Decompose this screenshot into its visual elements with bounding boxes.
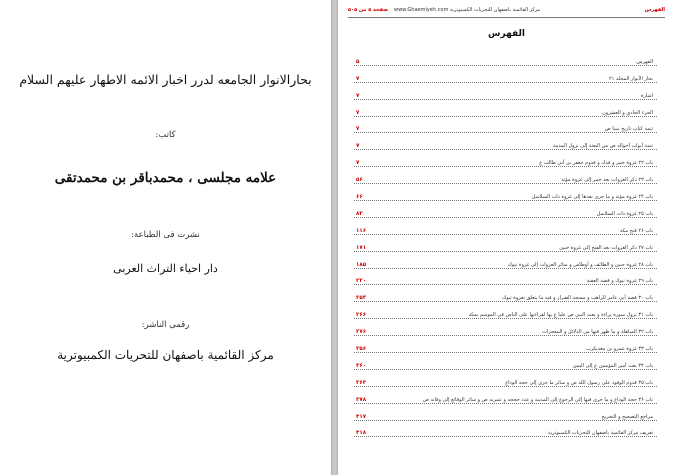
- toc-page-number[interactable]: ۴۱۸: [356, 430, 367, 437]
- toc-dotted-leader: [354, 268, 657, 269]
- toc-entry-title[interactable]: باب ۳۳ غزوة عمرو بن معديكرب: [586, 346, 653, 353]
- toc-entry[interactable]: [354, 119, 657, 136]
- toc-entry-title[interactable]: باب ۲۷ ذكر الغزوات بعد الفتح إلى غزوة حنين: [559, 244, 653, 251]
- published-label: نشرت فی الطباعة:: [131, 230, 200, 240]
- toc-page-number[interactable]: ۵: [356, 58, 360, 65]
- digital-publisher-name: مرکز القائمیة باصفهان للتحریات الکمبیوتریة: [57, 348, 274, 362]
- toc-dotted-leader: [354, 116, 657, 117]
- index-page: [338, 0, 675, 475]
- toc-dotted-leader: [354, 166, 657, 167]
- toc-page-number[interactable]: ۴۱۷: [356, 413, 367, 420]
- toc-dotted-leader: [354, 403, 657, 404]
- toc-dotted-leader: [354, 352, 657, 353]
- toc-dotted-leader: [354, 284, 657, 285]
- section-label: الفهرس: [644, 7, 665, 13]
- toc-entry-title[interactable]: باب ۳۱ نزول سورة براءة و بعث النبي ص عليا ع بها لقراءتها على الناس في الموسم بمكة: [468, 312, 653, 319]
- toc-page-number[interactable]: ۲۲۰: [356, 278, 367, 285]
- toc-entry-title[interactable]: باب ۲۴ غزوة مؤتة و ما جرى بعدها إلى غزوة ذات السلاسل: [531, 194, 653, 201]
- toc-entry-title[interactable]: باب ۳۲ المباهلة و ما ظهر فيها من الدلائل و المعجزات: [542, 329, 653, 336]
- toc-entry[interactable]: [354, 203, 657, 220]
- toc-entry[interactable]: [354, 287, 657, 304]
- toc-entry-title[interactable]: تتمة كتاب تاريخ نبينا ص: [604, 126, 653, 133]
- toc-entry-title[interactable]: باب ۳۴ بعث أمير المؤمنين ع إلى اليمن: [572, 362, 653, 369]
- toc-entry[interactable]: [354, 102, 657, 119]
- toc-page-number[interactable]: ۳۵۶: [356, 346, 367, 353]
- toc-entry-title[interactable]: تعريف مركز القائمية باصفهان للتحريات الكمبيوترية: [548, 430, 653, 437]
- toc-page-number[interactable]: ۳۶۳: [356, 379, 367, 386]
- toc-page-number[interactable]: ۲۶۶: [356, 312, 367, 319]
- toc-page-number[interactable]: ۷: [356, 126, 360, 133]
- toc-page-number[interactable]: ۷: [356, 160, 360, 167]
- toc-entry[interactable]: [354, 304, 657, 321]
- toc-entry-title[interactable]: باب ۳۶ حجة الوداع و ما جرى فيها إلى الرجوع إلى المدينة و عدد حججه و عمرته ص و سائر الوقائع إلى وفاته ص: [422, 396, 653, 403]
- toc-page-number[interactable]: ۸۲: [356, 210, 363, 217]
- toc-dotted-leader: [354, 335, 657, 336]
- publisher-name: دار احیاء التراث العربی: [113, 262, 218, 275]
- header-divider: [348, 17, 665, 18]
- toc-page-number[interactable]: ۱۱۶: [356, 227, 367, 234]
- toc-entry-title[interactable]: باب ۲۲ غزوة خيبر و فدك و قدوم جعفر بن أبي طالب ع: [539, 160, 653, 167]
- toc-entry[interactable]: [354, 220, 657, 237]
- toc-entry[interactable]: [354, 338, 657, 355]
- toc-entry[interactable]: [354, 355, 657, 372]
- book-title: بحارالانوار الجامعه لدرر اخبار الائمه الاطهار علیهم السلام: [19, 72, 312, 87]
- toc-entry-title[interactable]: باب ۲۸ غزوة حنين و الطائف و أوطاس و سائر الغزوات إلى غزوة تبوك: [507, 261, 653, 268]
- toc-dotted-leader: [354, 420, 657, 421]
- toc-entry[interactable]: [354, 271, 657, 288]
- site-link[interactable]: www.Ghaemiyeh.com مركز القائمية باصفهان للتحريات الكمبيوترية: [394, 7, 541, 13]
- toc-entry[interactable]: [354, 254, 657, 271]
- toc-entry[interactable]: [354, 321, 657, 338]
- toc-entry[interactable]: [354, 135, 657, 152]
- page-number-label: صفحة ۵ من ۵۰۵: [348, 7, 389, 13]
- toc-entry-title[interactable]: تتمة أبواب أحواله ص من البعثة إلى نزول المدينة: [552, 143, 653, 150]
- toc-dotted-leader: [354, 183, 657, 184]
- toc-entry[interactable]: [354, 152, 657, 169]
- toc-dotted-leader: [354, 65, 657, 66]
- toc-dotted-leader: [354, 200, 657, 201]
- toc-dotted-leader: [354, 251, 657, 252]
- toc-dotted-leader: [354, 369, 657, 370]
- toc-page-number[interactable]: ۷: [356, 92, 360, 99]
- toc-dotted-leader: [354, 301, 657, 302]
- toc-dotted-leader: [354, 436, 657, 437]
- toc-entry[interactable]: [354, 389, 657, 406]
- table-of-contents: [354, 51, 657, 439]
- toc-entry-title[interactable]: باب ۳۰ قصة أبي عامر الراهب و مسجد الضرار و فيه ما يتعلق بغزوة تبوك: [502, 295, 653, 302]
- page-header: [348, 5, 665, 17]
- toc-page-number[interactable]: ۷: [356, 109, 360, 116]
- toc-dotted-leader: [354, 318, 657, 319]
- toc-page-number[interactable]: ۶۶: [356, 194, 363, 201]
- toc-entry[interactable]: [354, 372, 657, 389]
- toc-entry-title[interactable]: الفهرس: [636, 58, 653, 65]
- toc-entry[interactable]: [354, 169, 657, 186]
- toc-dotted-leader: [354, 82, 657, 83]
- toc-entry-title[interactable]: الجزء الحادي و العشرون: [602, 109, 653, 116]
- title-page: [0, 0, 331, 475]
- toc-dotted-leader: [354, 132, 657, 133]
- toc-entry-title[interactable]: اشارة: [640, 92, 653, 99]
- toc-page-number[interactable]: ۵۶: [356, 177, 363, 184]
- toc-entry-title[interactable]: باب ۲۵ غزوة ذات السلاسل: [596, 210, 653, 217]
- toc-page-number[interactable]: ۷: [356, 143, 360, 150]
- toc-entry[interactable]: [354, 85, 657, 102]
- toc-entry[interactable]: [354, 68, 657, 85]
- toc-entry-title[interactable]: باب ۲۶ فتح مكة: [619, 227, 653, 234]
- toc-entry[interactable]: [354, 423, 657, 440]
- index-heading: الفهرس: [488, 29, 525, 39]
- toc-entry[interactable]: [354, 237, 657, 254]
- toc-entry-title[interactable]: باب ۳۵ قدوم الوفود على رسول الله ص و سائر ما جرى إلى حجة الوداع: [505, 379, 653, 386]
- toc-entry[interactable]: [354, 51, 657, 68]
- toc-entry-title[interactable]: بحار الأنوار المجلد ۲۱: [608, 75, 653, 82]
- toc-page-number[interactable]: ۱۷۱: [356, 244, 367, 251]
- toc-dotted-leader: [354, 234, 657, 235]
- toc-page-number[interactable]: ۲۷۶: [356, 329, 367, 336]
- toc-entry[interactable]: [354, 186, 657, 203]
- toc-dotted-leader: [354, 149, 657, 150]
- toc-dotted-leader: [354, 99, 657, 100]
- toc-entry-title[interactable]: مراجع التصحيح و التخريج: [601, 413, 653, 420]
- toc-entry-title[interactable]: باب ۲۳ ذكر الغزوات بعد خيبر إلى غزوة مؤتة: [561, 177, 653, 184]
- author-label: کاتب:: [155, 130, 176, 140]
- toc-entry[interactable]: [354, 406, 657, 423]
- toc-page-number[interactable]: ۷: [356, 75, 360, 82]
- toc-page-number[interactable]: ۱۸۵: [356, 261, 367, 268]
- toc-page-number[interactable]: ۲۵۳: [356, 295, 367, 302]
- toc-dotted-leader: [354, 217, 657, 218]
- toc-page-number[interactable]: ۳۶۰: [356, 362, 367, 369]
- toc-page-number[interactable]: ۳۷۸: [356, 396, 367, 403]
- digital-publisher-label: رقمی الناشر:: [141, 320, 190, 330]
- author-name: علامه مجلسی ، محمدباقر بن محمدتقی: [54, 170, 277, 186]
- toc-entry-title[interactable]: باب ۲۹ غزوة تبوك و قصة العقبة: [586, 278, 653, 285]
- toc-dotted-leader: [354, 386, 657, 387]
